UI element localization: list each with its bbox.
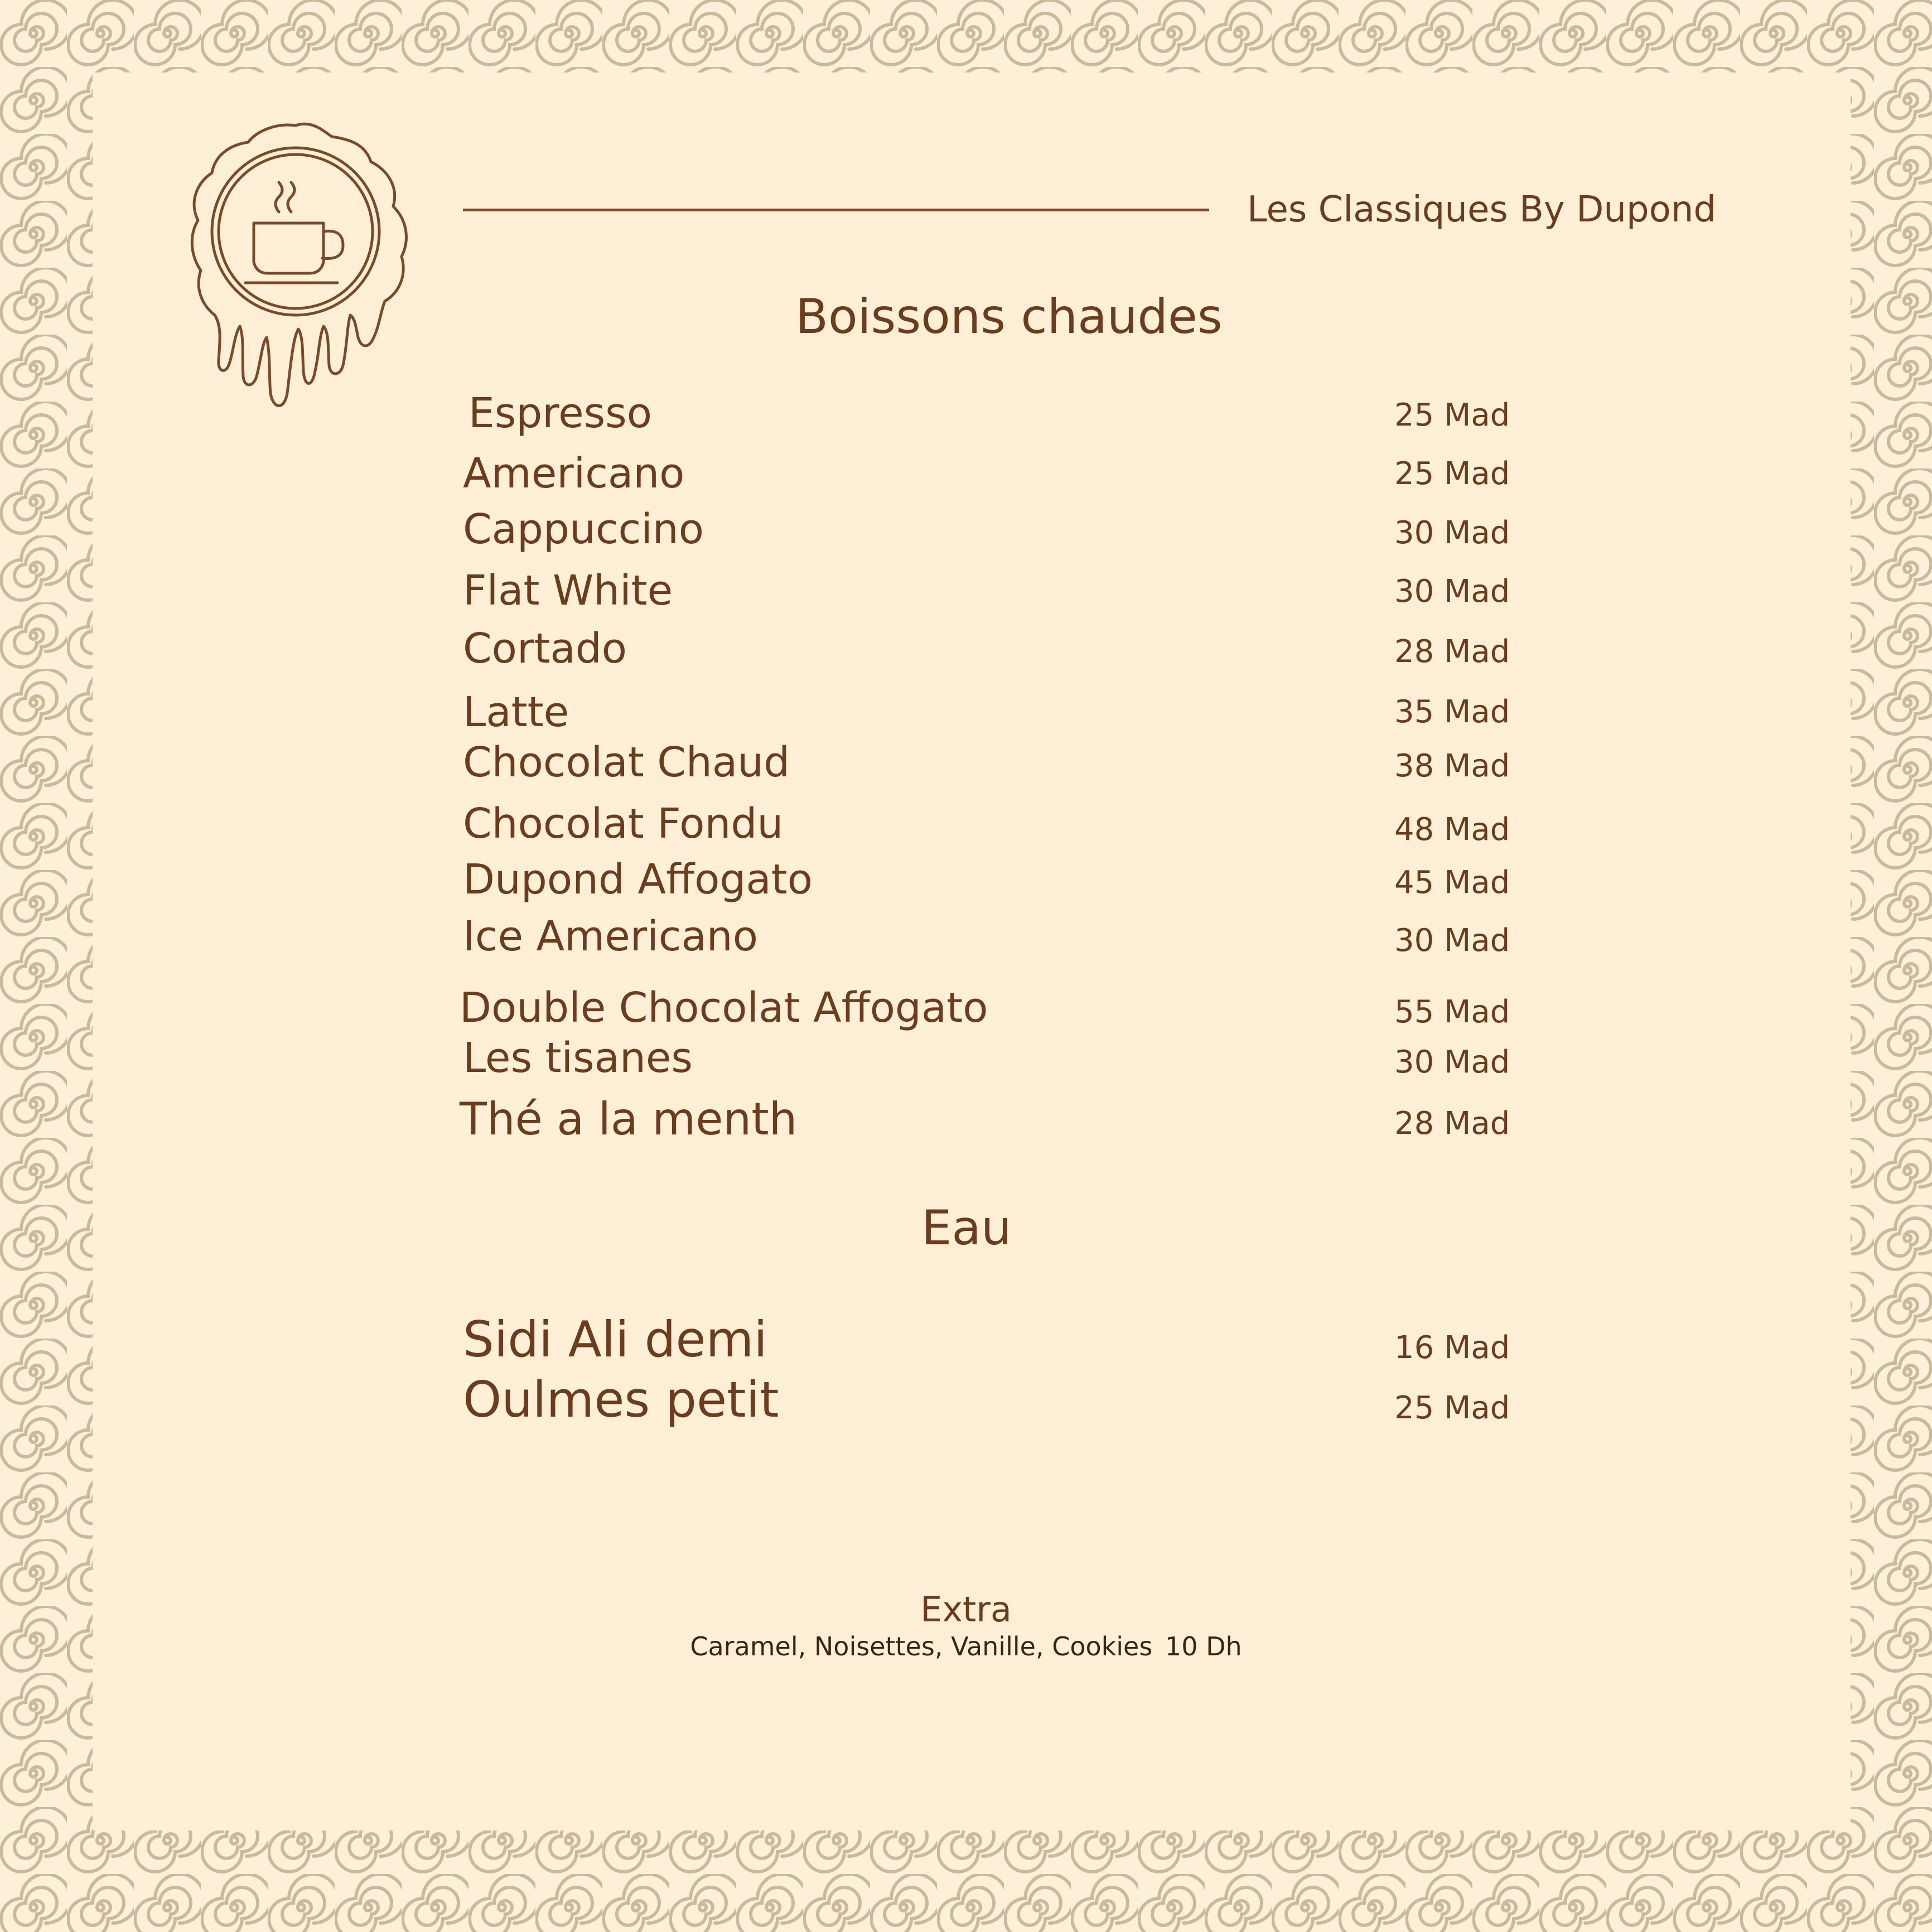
menu-item-price: 25 Mad — [1394, 1390, 1510, 1426]
menu-item-name: Americano — [463, 450, 685, 498]
menu-item-name: Oulmes petit — [463, 1371, 779, 1428]
menu-item-name: Ice Americano — [463, 912, 758, 960]
menu-item-price: 25 Mad — [1394, 397, 1510, 433]
brand-title: Les Classiques By Dupond — [1247, 189, 1716, 230]
menu-item-price: 45 Mad — [1394, 864, 1510, 901]
menu-item-price: 30 Mad — [1394, 573, 1510, 610]
section-title-water: Eau — [921, 1200, 1012, 1256]
menu-item-price: 30 Mad — [1394, 922, 1510, 959]
menu-item-name: Double Chocolat Affogato — [460, 984, 988, 1032]
menu-item-name: Cappuccino — [463, 505, 704, 553]
menu-item-price: 48 Mad — [1394, 812, 1510, 848]
coffee-cup-drip-seal-icon — [173, 114, 418, 427]
menu-item-name: Thé a la menth — [460, 1093, 798, 1145]
extra-items: Caramel, Noisettes, Vanille, Cookies — [690, 1631, 1153, 1661]
menu-item-name: Latte — [463, 688, 569, 736]
menu-item-name: Flat White — [463, 567, 673, 615]
menu-item-price: 30 Mad — [1394, 1044, 1510, 1080]
menu-item-name: Espresso — [468, 389, 652, 437]
menu-item-price: 28 Mad — [1394, 634, 1510, 670]
extra-title: Extra — [920, 1589, 1012, 1630]
menu-item-name: Dupond Affogato — [463, 856, 813, 904]
menu-item-price: 16 Mad — [1394, 1330, 1510, 1366]
menu-item-price: 55 Mad — [1394, 994, 1510, 1030]
menu-item-price: 35 Mad — [1394, 694, 1510, 730]
menu-item-name: Cortado — [463, 625, 627, 673]
menu-item-name: Chocolat Fondu — [463, 800, 784, 848]
menu-item-name: Sidi Ali demi — [463, 1311, 767, 1368]
menu-item-price: 38 Mad — [1394, 748, 1510, 784]
header-divider — [463, 209, 1209, 211]
menu-item-price: 30 Mad — [1394, 515, 1510, 551]
menu-item-price: 25 Mad — [1394, 456, 1510, 492]
menu-item-name: Chocolat Chaud — [463, 738, 790, 786]
menu-item-price: 28 Mad — [1394, 1105, 1510, 1142]
extra-price: 10 Dh — [1165, 1631, 1242, 1661]
extra-line — [0, 1630, 1932, 1663]
menu-item-name: Les tisanes — [463, 1034, 693, 1082]
section-title-hot-drinks: Boissons chaudes — [795, 289, 1223, 345]
